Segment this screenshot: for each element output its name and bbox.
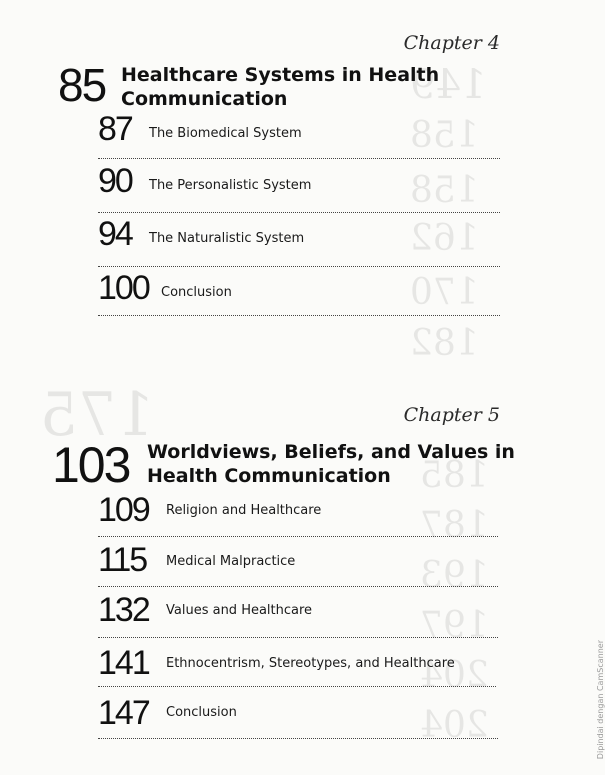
chapter-label: Chapter 5 [403, 404, 500, 426]
entry-page-number: 147 [98, 694, 149, 732]
entry-page-number: 87 [98, 110, 132, 148]
entry-title: Medical Malpractice [166, 554, 296, 569]
chapter-title-line: Healthcare Systems in Health [121, 64, 440, 86]
bleed-through-decoration: 170 [410, 272, 479, 313]
chapter-label: Chapter 4 [403, 32, 500, 54]
dotted-leader [98, 266, 500, 267]
entry-page-number: 100 [98, 269, 149, 307]
dotted-leader [98, 738, 498, 739]
dotted-leader [98, 158, 500, 159]
bleed-through-decoration: 204 [420, 655, 489, 696]
bleed-through-decoration: 175 [40, 380, 155, 450]
entry-title: Ethnocentrism, Stereotypes, and Healthcare [166, 656, 455, 671]
dotted-leader [98, 637, 498, 638]
chapter-title [147, 440, 515, 488]
entry-title: The Naturalistic System [149, 231, 305, 246]
bleed-through-decoration: 182 [410, 323, 479, 364]
dotted-leader [98, 315, 500, 316]
entry-page-number: 90 [98, 162, 132, 200]
bleed-through-decoration: 158 [410, 170, 479, 211]
bleed-through-decoration: 158 [410, 115, 479, 156]
entry-title: Conclusion [166, 705, 237, 720]
bleed-through-decoration: 204 [420, 705, 489, 746]
scanner-watermark: Dipindai dengan CamScanner [596, 640, 605, 760]
bleed-through-decoration: 187 [420, 505, 489, 546]
chapter-start-page: 103 [52, 437, 130, 493]
bleed-through-decoration: 162 [410, 218, 479, 259]
chapter-title-line: Worldviews, Beliefs, and Values in [147, 441, 515, 463]
dotted-leader [98, 212, 500, 213]
entry-page-number: 115 [98, 541, 147, 579]
bleed-through-decoration: 185 [420, 455, 489, 496]
dotted-leader [98, 536, 498, 537]
dotted-leader [98, 686, 496, 687]
entry-page-number: 109 [98, 491, 149, 529]
bleed-through-decoration: 149 [410, 62, 487, 108]
entry-page-number: 132 [98, 591, 149, 629]
bleed-through-decoration: 197 [420, 605, 489, 646]
entry-page-number: 141 [98, 644, 149, 682]
entry-title: The Personalistic System [149, 178, 312, 193]
entry-title: Conclusion [161, 285, 232, 300]
dotted-leader [98, 586, 498, 587]
bleed-through-decoration: 193 [420, 555, 489, 596]
entry-title: The Biomedical System [149, 126, 302, 141]
chapter-title-line: Communication [121, 88, 288, 110]
entry-title: Values and Healthcare [166, 603, 313, 618]
entry-page-number: 94 [98, 215, 132, 253]
chapter-title [121, 63, 439, 111]
chapter-start-page: 85 [58, 59, 106, 111]
entry-title: Religion and Healthcare [166, 503, 322, 518]
chapter-title-line: Health Communication [147, 465, 391, 487]
